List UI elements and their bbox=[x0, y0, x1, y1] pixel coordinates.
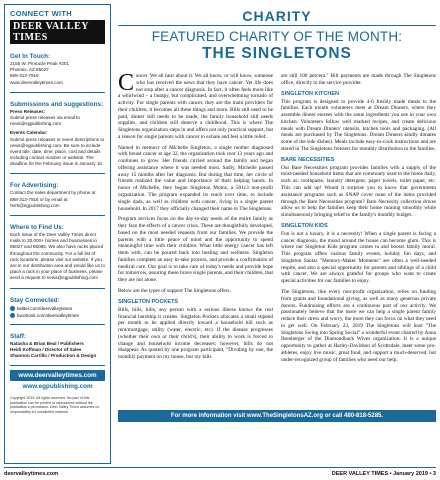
column-right bbox=[281, 73, 436, 367]
press-releases-block bbox=[10, 109, 105, 128]
address-line: 2155 W. Pinnacle Peak #201 bbox=[10, 61, 69, 66]
article-subtitle: THE SINGLETONS bbox=[202, 45, 352, 62]
paragraph: The Singletons, like every non-profit organization, relies on funding from grants and foundational giving, as well as many generous private donors. Fundraising efforts are a continuous part of our activity. We passionately believe that the more we can help a single parent family reduce their stress and worry, the more they can focus on what they need to get well. On February 23, 2019 The Singletons will host "The Singletons Swing into Spring Social" a wonderful event chaired by Anna Ilsenberger of the Diamondback Wives organization. It is a unique opportunity to gather at Harley-Davidson of Scottsdale, meet some pro-athletes, enjoy live music, great food, and support a much-deserved, but under-recognized group of families who need our help. bbox=[281, 289, 436, 363]
paragraph: are still 100 percent." Bill payments are made through The Singletons office, directly to the service provider. bbox=[281, 73, 436, 86]
city-line: Phoenix, AZ 85027 bbox=[10, 67, 49, 73]
paragraph: Bills, bills, bills, any person with a serious illness knows the real financial hardship it creates. Singleton Pockets allocates a small stipend per month to be applied directly toward a household bill such as rent/mortgage, utility (water, electric, etc). If the disease progresses (whether their own or their child's), their ability to work is forced to change and household income decreases; however, bills do not disappear. As quoted by one program participant, "Dividing by one, the monthly payment on my house, but my bills bbox=[118, 306, 273, 361]
events-calendar-label: Events Calendar: bbox=[10, 130, 48, 136]
section-heading: SINGLETON KIDS bbox=[281, 222, 328, 229]
footer-website[interactable]: deervalleytimes.com bbox=[4, 470, 59, 477]
page-footer bbox=[4, 467, 436, 477]
egpublishing-url[interactable]: www.egpublishing.com bbox=[22, 383, 93, 391]
article-title: FEATURED CHARITY OF THE MONTH: bbox=[151, 29, 403, 44]
article bbox=[118, 4, 436, 466]
get-in-touch-heading: Get In Touch: bbox=[10, 53, 51, 60]
twitter-link[interactable] bbox=[10, 306, 105, 311]
paragraph: Program services focus on the day-to-day needs of the entire family as they face the effects of a cancer crisis. These are thoughtfully developed, based on the most needed requests from our families. We provide the parents with a little peace of mind and the opportunity to spend meaningful time with their children. What little energy cancer has left them with, can be poured back into healing and wellness. Singleton families complete an easy in-take process, and provide a confirmation of medical care. Our goal is to take care of today's needs and provide hope for tomorrow, assuring these brave single parents, and their children, that they are not alone. bbox=[118, 216, 273, 284]
phone-line: 888-313-7916 bbox=[10, 73, 39, 79]
stay-connected-heading: Stay Connected: bbox=[10, 296, 60, 304]
section-heading: SINGLETON KITCHEN bbox=[281, 90, 339, 97]
facebook-link[interactable] bbox=[10, 313, 105, 318]
copyright-text: Copyright 2019. All rights reserved. No part of this publication can be printed or reproduced without the publication's permission. Deer Valley Times assumes no responsibility for unsolicited material. bbox=[10, 396, 100, 415]
facebook-text: facebook.com/deervalleytimes bbox=[17, 312, 79, 318]
advertising-text: Contact the sales department by phone at 888-313-7916 or by email at herb@egpublishing.com bbox=[10, 190, 96, 208]
press-releases-label: Press Releases: bbox=[10, 108, 46, 114]
events-calendar-block bbox=[10, 130, 105, 167]
contact-block bbox=[10, 61, 105, 86]
footer-folio: DEER VALLEY TIMES • January 2019 • 3 bbox=[331, 470, 436, 477]
drop-cap: C bbox=[118, 70, 135, 96]
divider bbox=[10, 365, 105, 366]
press-releases-text: Submit press releases via email to news@egpublishing.com bbox=[10, 114, 80, 127]
divider bbox=[10, 215, 105, 216]
paragraph: Our Bare Necessities program provides families with a supply of the most-needed household items that are commonly used in the home daily, such as: toothpaste, laundry detergent, paper towels, toilet paper, etc. This can add up! Would it surprise you to know that government assistance programs such as SNAP cover none of the items provided through the Bare Necessities program? Bare Necessity collection drives allow us to help the families keep their home running smoothly while simultaneously bringing relief to the family's monthly budget. bbox=[281, 164, 436, 219]
paragraph: Fun is not a luxury, it is a necessity! When a single parent is facing a cancer diagnosis, the mood around the house can become glum. This is where our Singleton Kids program comes in and boosts family moral. This program offers various family events, holiday fun days, and Singleton Santas "Memory-Maker Moments" are often a well-needed respite, and also a special opportunity for parents and siblings of a child with cancer. We are always grateful for groups who want to create special activities for our families to enjoy. bbox=[281, 230, 436, 285]
deervalleytimes-url[interactable]: www.deervalleytimes.com bbox=[10, 370, 105, 381]
staff-publishers: Natasha & Brian Beal / Publishers bbox=[10, 340, 84, 346]
staff-sales: Heidi Koffman / Director of Sales bbox=[10, 346, 82, 352]
kicker-rule bbox=[118, 25, 436, 26]
advertising-heading: For Advertising: bbox=[10, 182, 59, 190]
masthead-logo: DEER VALLEY TIMES bbox=[10, 20, 105, 44]
paragraph: This program is designed to provide 4-6 freshly made meals to the families. Each month volunteers meet at Dream Dinners, where they assemble dinner entrees with the same ingredients you use in your own kitchen. Volunteers follow well marked recipes, and create delicious meals with Dream Dinners' utensils, kitchen tools and packaging. (All meals are purchased by The Singletons. Dream Dinners kindly donates some of the side dishes). Meals include easy-to-cook instructions and are stored in The Singletons freezers for monthly distribution to the families. bbox=[281, 98, 436, 152]
staff-production: Shannon Carrillo / Production & Design bbox=[10, 352, 97, 358]
connect-heading: CONNECT WITH bbox=[10, 9, 72, 18]
column-left bbox=[118, 70, 274, 367]
divider bbox=[10, 92, 105, 93]
website-link[interactable]: www.deervalleytimes.com bbox=[10, 79, 63, 85]
divider bbox=[10, 288, 105, 289]
where-text: Each issue of the Deer Valley Times direct mails to 20,000+ homes and businesses in 85027 and 85085. We also have racks placed throughout the community. For a full list of rack locations, please visit our website. If you are in our distribution area and would like us to place a rack in your place of business, please send a request to news@egpublishing.com bbox=[10, 232, 105, 281]
section-kicker: CHARITY bbox=[242, 8, 312, 24]
divider bbox=[10, 173, 105, 174]
section-heading: SINGLETON POCKETS bbox=[118, 298, 179, 305]
facebook-icon bbox=[10, 313, 15, 318]
more-info-bar[interactable]: For more information visit www.TheSingletonsAZ.org or call 480-818-5285. bbox=[118, 410, 436, 422]
article-columns bbox=[118, 70, 436, 367]
staff-heading: Staff: bbox=[10, 332, 27, 340]
staff-block bbox=[10, 341, 105, 360]
divider bbox=[10, 324, 105, 325]
twitter-icon bbox=[10, 306, 15, 311]
paragraph: Named in memory of Michelle Singleton, a single mother diagnosed with breast cancer at age 32, the organization took root 13 years ago and continues to grow. Her friends circled around the family and began offering assistance where it was needed most. Sadly, Michelle passed away 15 months after her diagnosis. But during that time, her circle of friends realized the value and importance of their helping hands. In honor of Michelle, they began Singleton Moms, a 501c3 non-profit organization. The program expanded its reach over time, to include single dads, as well as children with cancer, living in a single parent household. In 2017 they officially changed their name to The Singletons. bbox=[118, 144, 273, 212]
section-heading: BARE NECESSITIES bbox=[281, 156, 335, 163]
sidebar bbox=[4, 4, 111, 464]
submissions-heading: Submissions and suggestions: bbox=[10, 100, 104, 108]
paragraph bbox=[118, 70, 274, 141]
where-heading: Where to Find Us: bbox=[10, 224, 64, 231]
events-calendar-text: Submit press releases or event descriptions to news@egpublishing.com. Be sure to include event title, date, time, place, cost and details including contact number or website. The deadline for the February issue is January 10. bbox=[10, 136, 105, 167]
twitter-text: twitter.com/deervalleytimes bbox=[17, 305, 73, 311]
paragraph-text: ancer. We all hear about it. We all know, or will know, someone who has received the news that they have cancer. Yet life does not stop after a cancer diagnosis. In fact, it often feels more like a whirlwind – a bumpy, but complicated, and overwhelming tornado of activity. For single parents with cancer, they are the main providers for their children, it becomes all these things and more. Bills still need to be paid, dinner still needs to be made, the family household still needs supplies, and children still deserve a childhood. This is where The Singletons organization steps in and offers not only practical support, but a reason for single parents with cancer to exhale and feel a little relief. bbox=[118, 73, 274, 140]
paragraph: Below are the types of support The Singletons offers. bbox=[118, 287, 231, 294]
